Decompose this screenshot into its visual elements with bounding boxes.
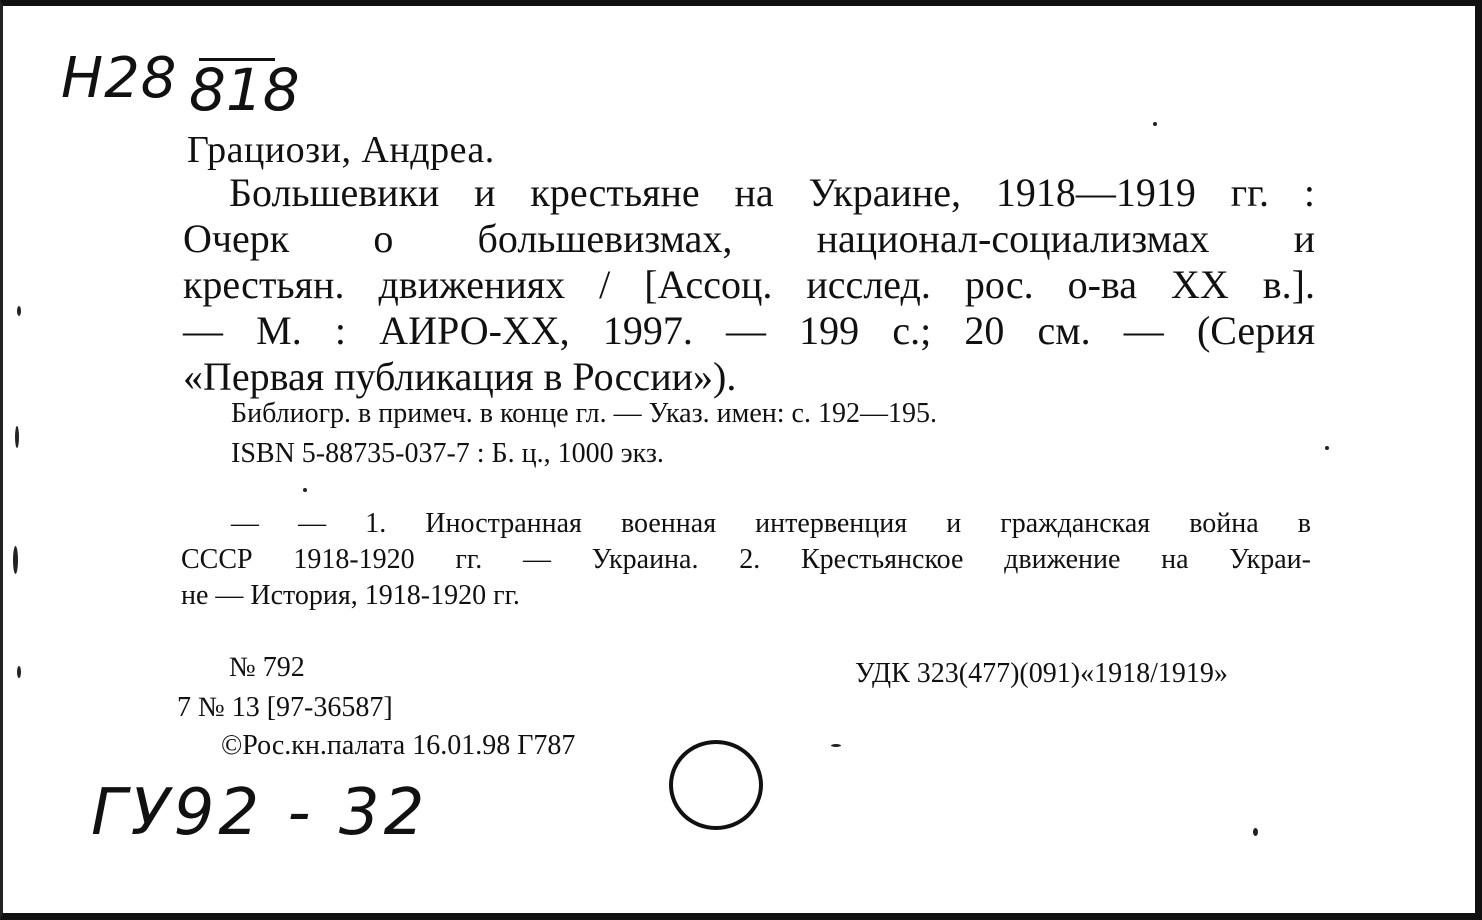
bibliographic-description [183, 170, 1315, 400]
scan-speck [17, 306, 21, 316]
scan-speck [13, 546, 18, 574]
title-line: «Первая публикация в России»). [183, 354, 737, 399]
isbn-note: ISBN 5-88735-037-7 : Б. ц., 1000 экз. [231, 438, 664, 469]
scan-speck [1153, 122, 1157, 126]
notes-block [231, 394, 937, 474]
handwritten-shelf-number: 818 [189, 56, 300, 124]
copyright-line: ©Рос.кн.палата 16.01.98 Г787 [221, 730, 576, 761]
title-line: крестьян. движениях / [Ассоц. исслед. рос. о-ва XX в.]. [183, 262, 1315, 307]
scan-speck [1253, 828, 1258, 836]
record-number-2: 7 № 13 [97-36587] [177, 692, 393, 723]
handwritten-code: ГУ92 - 32 [91, 776, 429, 850]
scan-speck [1325, 446, 1329, 450]
circle-stamp [669, 740, 763, 830]
title-line: — М. : АИРО-XX, 1997. — 199 с.; 20 см. — (Серия [183, 308, 1315, 353]
handwritten-shelf-mark: Н28 [61, 46, 178, 111]
subject-headings [181, 506, 1311, 614]
subject-line: не — История, 1918-1920 гг. [181, 580, 520, 611]
subject-line: СССР 1918-1920 гг. — Украина. 2. Крестьянское движение на Украи- [181, 544, 1311, 575]
scan-speck [831, 744, 841, 747]
title-line: Большевики и крестьяне на Украине, 1918—1919 гг. : [229, 170, 1315, 215]
scan-speck [17, 666, 21, 678]
scan-speck [15, 426, 19, 448]
scan-speck [303, 488, 307, 492]
subject-line: — — 1. Иностранная военная интервенция и гражданская война в [231, 508, 1311, 539]
record-number-1: № 792 [229, 652, 305, 683]
udk-code: УДК 323(477)(091)«1918/1919» [855, 658, 1228, 689]
bibliography-note: Библиогр. в примеч. в конце гл. — Указ. имен: с. 192—195. [231, 398, 937, 429]
title-line: Очерк о большевизмах, национал-социализмах и [183, 216, 1315, 261]
author-heading: Грациози, Андреа. [187, 129, 495, 171]
